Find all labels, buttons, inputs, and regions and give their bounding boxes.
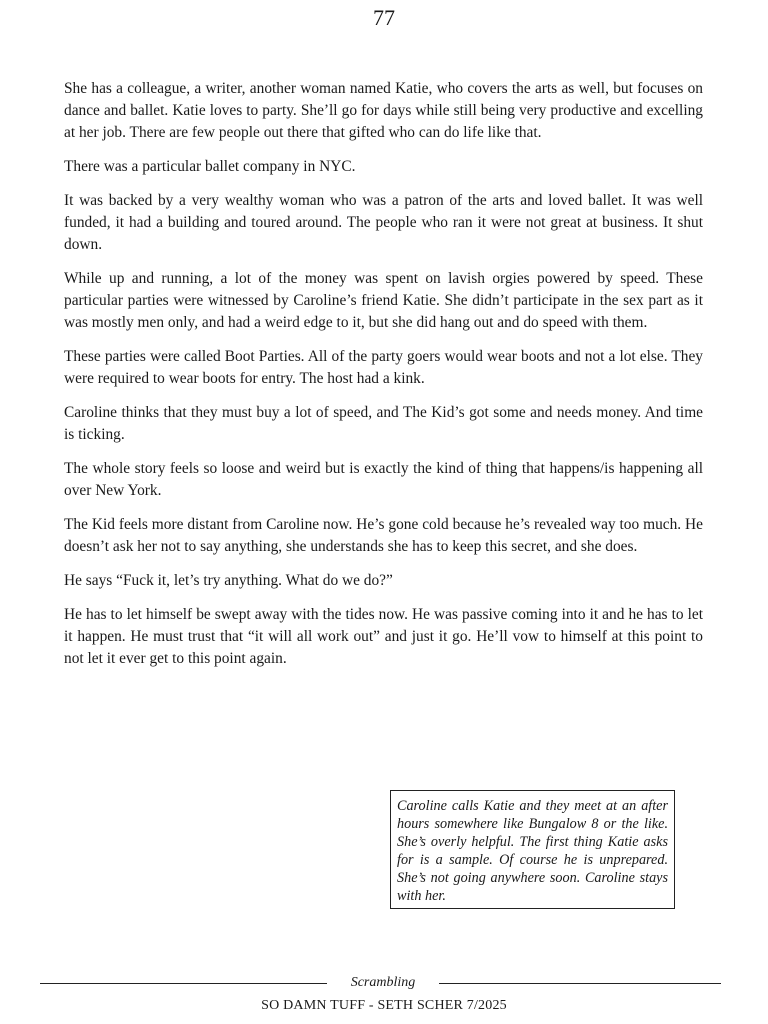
footer-section-title: Scrambling xyxy=(350,975,416,990)
paragraph: He has to let himself be swept away with the tides now. He was passive coming into it and he has to let it happen. He must trust that “it will all work out” and just it go. He’ll vow to himself at this point to not let it ever get to this point again. xyxy=(64,606,703,667)
paragraph: The Kid feels more distant from Caroline now. He’s gone cold because he’s revealed way too much. He doesn’t ask her not to say anything, she understands she has to keep this secret, and she does. xyxy=(64,516,703,555)
footer-rule-right xyxy=(439,983,721,984)
paragraph: He says “Fuck it, let’s try anything. What do we do?” xyxy=(64,572,393,589)
paragraph: While up and running, a lot of the money was spent on lavish orgies powered by speed. These particular parties were witnessed by Caroline’s friend Katie. She didn’t participate in the sex part as it was mostly men only, and had a weird edge to it, but she did hang out and do speed with them. xyxy=(64,270,703,331)
body-text xyxy=(64,78,703,682)
page-number: 77 xyxy=(373,5,395,30)
note-text: Caroline calls Katie and they meet at an after hours somewhere like Bungalow 8 or the like. She’s overly helpful. The first thing Katie asks for is a sample. Of course he is unprepared. She’s not going anywhere soon. Caroline stays with her. xyxy=(397,798,668,904)
paragraph: It was backed by a very wealthy woman who was a patron of the arts and loved ballet. It was well funded, it had a building and toured around. The people who ran it were not great at business. It shut down. xyxy=(64,192,703,253)
note-box xyxy=(390,790,675,909)
paragraph: The whole story feels so loose and weird but is exactly the kind of thing that happens/is happening all over New York. xyxy=(64,460,703,499)
paragraph: There was a particular ballet company in NYC. xyxy=(64,158,356,175)
paragraph: She has a colleague, a writer, another woman named Katie, who covers the arts as well, but focuses on dance and ballet. Katie loves to party. She’ll go for days while still being very productive and excelling at her job. There are few people out there that gifted who can do life like that. xyxy=(64,80,703,141)
paragraph: Caroline thinks that they must buy a lot of speed, and The Kid’s got some and needs money. And time is ticking. xyxy=(64,404,703,443)
footer-rule-left xyxy=(40,983,327,984)
paragraph: These parties were called Boot Parties. All of the party goers would wear boots and not a lot else. They were required to wear boots for entry. The host had a kink. xyxy=(64,348,703,387)
footer-credit: SO DAMN TUFF - SETH SCHER 7/2025 xyxy=(261,998,507,1013)
